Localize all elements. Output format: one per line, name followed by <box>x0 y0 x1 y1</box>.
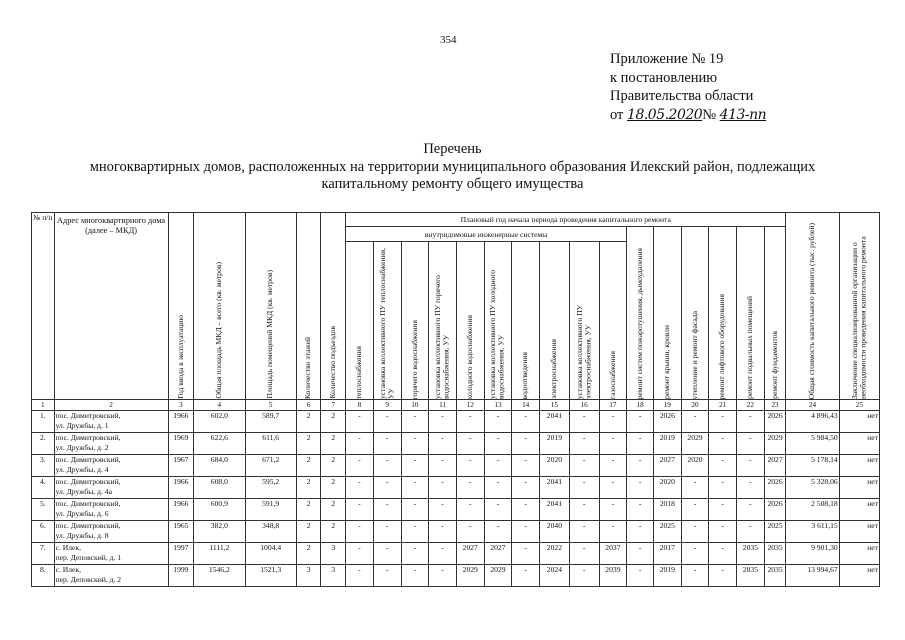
cell-entrances: 3 <box>321 543 346 565</box>
header-row-1 <box>32 213 880 227</box>
cell-roof: 2020 <box>653 477 681 499</box>
table-row <box>32 499 880 521</box>
cell-sewer: - <box>512 477 540 499</box>
cell-roof: 2027 <box>653 455 681 477</box>
cell-roof: 2019 <box>653 433 681 455</box>
cell-area-rooms: 591,9 <box>245 499 296 521</box>
cell-elevator: - <box>709 411 737 433</box>
header-plan-year: Плановый год начала периода проведения капитального ремонта <box>346 213 786 227</box>
cell-heat-meter: - <box>373 521 401 543</box>
table-row <box>32 521 880 543</box>
cell-address <box>54 477 168 499</box>
cell-area-rooms: 589,7 <box>245 411 296 433</box>
appendix-line-3: Правительства области <box>610 88 754 104</box>
cell-power: 2041 <box>540 477 570 499</box>
cell-hotwater-meter: - <box>429 477 457 499</box>
cell-hotwater-meter: - <box>429 521 457 543</box>
cell-coldwater-meter: - <box>484 499 512 521</box>
cell-hotwater-meter: - <box>429 433 457 455</box>
cell-cost: 4 896,43 <box>786 411 839 433</box>
cell-hotwater-meter: - <box>429 455 457 477</box>
cell-hotwater: - <box>401 433 429 455</box>
cell-floors: 2 <box>296 433 321 455</box>
document-title: Перечень <box>423 141 482 157</box>
cell-area-total: 608,0 <box>194 477 245 499</box>
cell-sewer: - <box>512 411 540 433</box>
cell-gas: - <box>599 455 627 477</box>
cell-coldwater-meter: - <box>484 411 512 433</box>
header-area-total: Общая площадь МКД – всего (кв. метров) <box>194 213 245 400</box>
cell-conclusion: нет <box>839 455 879 477</box>
cell-floors: 2 <box>296 499 321 521</box>
header-gas: газоснабжения <box>599 242 627 400</box>
address-line-1: пос. Димитровский, <box>55 411 121 420</box>
cell-power: 2019 <box>540 433 570 455</box>
header-foundation: ремонт фундаментов <box>764 227 786 400</box>
address-line-1: с. Илек, <box>55 565 81 574</box>
cell-elevator: - <box>709 477 737 499</box>
cell-roof: 2017 <box>653 543 681 565</box>
cell-area-total: 1111,2 <box>194 543 245 565</box>
cell-heat-meter: - <box>373 499 401 521</box>
address-line-2: ул. Дружбы, д. 4а <box>55 486 112 496</box>
cell-year: 1965 <box>168 521 194 543</box>
column-number: 23 <box>764 400 786 411</box>
appendix-block <box>610 50 766 124</box>
column-number: 13 <box>484 400 512 411</box>
cell-floors: 2 <box>296 521 321 543</box>
header-internal-systems: внутридомовые инженерные системы <box>346 227 627 242</box>
cell-foundation: 2026 <box>764 477 786 499</box>
cell-coldwater-meter: - <box>484 455 512 477</box>
cell-sewer: - <box>512 499 540 521</box>
cell-heat-meter: - <box>373 455 401 477</box>
cell-coldwater-meter: 2029 <box>484 565 512 587</box>
cell-facade: - <box>681 543 709 565</box>
address-line-2: ул. Дружбы, д. 8 <box>55 530 109 540</box>
cell-heat-meter: - <box>373 565 401 587</box>
address-line-2: пер. Деповский, д. 1 <box>55 552 122 562</box>
column-number: 9 <box>373 400 401 411</box>
cell-hotwater: - <box>401 499 429 521</box>
cell-conclusion: нет <box>839 433 879 455</box>
cell-gas: - <box>599 433 627 455</box>
cell-num: 7. <box>32 543 55 565</box>
cell-entrances: 2 <box>321 499 346 521</box>
cell-area-rooms: 1521,3 <box>245 565 296 587</box>
table-row <box>32 477 880 499</box>
cell-facade: - <box>681 521 709 543</box>
cell-elevator: - <box>709 565 737 587</box>
appendix-line-1: Приложение № 19 <box>610 51 724 67</box>
column-number: 12 <box>456 400 484 411</box>
cell-hotwater-meter: - <box>429 543 457 565</box>
address-line-2: пер. Деповский, д. 2 <box>55 574 122 584</box>
table-row <box>32 433 880 455</box>
column-number-row <box>32 400 880 411</box>
header-coldwater-meter: установка коллективного ПУ холодного водоснабжения, УУ <box>484 242 512 400</box>
cell-fire: - <box>627 455 654 477</box>
cell-heat: - <box>346 543 374 565</box>
table-row <box>32 543 880 565</box>
address-line-2: ул. Дружбы, д. 2 <box>55 442 109 452</box>
header-heat-meter: установка коллективного ПУ теплоснабжения, УУ <box>373 242 401 400</box>
cell-year: 1997 <box>168 543 194 565</box>
cell-conclusion: нет <box>839 521 879 543</box>
cell-area-rooms: 1004,4 <box>245 543 296 565</box>
cell-facade: 2029 <box>681 433 709 455</box>
header-power: электроснабжения <box>540 242 570 400</box>
cell-coldwater-meter: - <box>484 433 512 455</box>
cell-hotwater: - <box>401 543 429 565</box>
cell-num: 4. <box>32 477 55 499</box>
cell-floors: 2 <box>296 411 321 433</box>
cell-gas: - <box>599 477 627 499</box>
cell-elevator: - <box>709 543 737 565</box>
cell-num: 1. <box>32 411 55 433</box>
table-row <box>32 411 880 433</box>
cell-elevator: - <box>709 499 737 521</box>
cell-hotwater: - <box>401 565 429 587</box>
cell-hotwater: - <box>401 411 429 433</box>
table-row <box>32 455 880 477</box>
column-number: 24 <box>786 400 839 411</box>
document-subtitle-line-1: многоквартирных домов, расположенных на территории муниципального образования Илекский район, подлежащих <box>89 159 816 175</box>
cell-address <box>54 411 168 433</box>
column-number: 25 <box>839 400 879 411</box>
cell-basement: - <box>737 521 765 543</box>
cell-year: 1966 <box>168 499 194 521</box>
column-number: 3 <box>168 400 194 411</box>
cell-power: 2040 <box>540 521 570 543</box>
header-cost: Общая стоимость капитального ремонта (тыс. рублей) <box>786 213 839 400</box>
column-number: 8 <box>346 400 374 411</box>
cell-fire: - <box>627 411 654 433</box>
cell-elevator: - <box>709 455 737 477</box>
cell-facade: - <box>681 477 709 499</box>
cell-power-meter: - <box>569 477 599 499</box>
cell-sewer: - <box>512 565 540 587</box>
cell-address <box>54 565 168 587</box>
cell-roof: 2025 <box>653 521 681 543</box>
cell-hotwater: - <box>401 477 429 499</box>
cell-coldwater-meter: - <box>484 521 512 543</box>
cell-elevator: - <box>709 521 737 543</box>
cell-gas: 2039 <box>599 565 627 587</box>
handwritten-number: 413-пп <box>719 106 767 123</box>
cell-heat-meter: - <box>373 411 401 433</box>
cell-facade: - <box>681 499 709 521</box>
cell-address <box>54 433 168 455</box>
cell-gas: - <box>599 499 627 521</box>
cell-heat: - <box>346 455 374 477</box>
cell-coldwater: 2027 <box>456 543 484 565</box>
cell-fire: - <box>627 499 654 521</box>
table-row <box>32 565 880 587</box>
cell-area-rooms: 671,2 <box>245 455 296 477</box>
cell-entrances: 2 <box>321 521 346 543</box>
cell-power-meter: - <box>569 455 599 477</box>
cell-fire: - <box>627 477 654 499</box>
cell-power: 2041 <box>540 411 570 433</box>
cell-floors: 2 <box>296 543 321 565</box>
cell-area-total: 684,0 <box>194 455 245 477</box>
column-number: 17 <box>599 400 627 411</box>
column-number: 1 <box>32 400 55 411</box>
cell-power: 2020 <box>540 455 570 477</box>
header-area-rooms: Площадь помещений МКД (кв. метров) <box>245 213 296 400</box>
cell-year: 1967 <box>168 455 194 477</box>
cell-fire: - <box>627 543 654 565</box>
appendix-line-4 <box>610 106 766 125</box>
cell-roof: 2026 <box>653 411 681 433</box>
cell-hotwater-meter: - <box>429 499 457 521</box>
cell-basement: 2035 <box>737 565 765 587</box>
cell-conclusion: нет <box>839 477 879 499</box>
column-number: 16 <box>569 400 599 411</box>
cell-power-meter: - <box>569 433 599 455</box>
cell-cost: 5 984,50 <box>786 433 839 455</box>
cell-area-total: 600,9 <box>194 499 245 521</box>
cell-entrances: 2 <box>321 477 346 499</box>
page-number: 354 <box>440 34 457 46</box>
cell-conclusion: нет <box>839 411 879 433</box>
appendix-line-2: к постановлению <box>610 69 718 86</box>
header-elevator: ремонт лифтового оборудования <box>709 227 737 400</box>
address-line-1: с. Илек, <box>55 543 81 552</box>
cell-entrances: 2 <box>321 455 346 477</box>
cell-heat: - <box>346 433 374 455</box>
cell-heat: - <box>346 565 374 587</box>
cell-num: 3. <box>32 455 55 477</box>
cell-power: 2024 <box>540 565 570 587</box>
cell-conclusion: нет <box>839 499 879 521</box>
header-coldwater: холодного водоснабжения <box>456 242 484 400</box>
cell-coldwater: - <box>456 433 484 455</box>
header-floors: Количество этажей <box>296 213 321 400</box>
cell-area-rooms: 611,6 <box>245 433 296 455</box>
cell-power-meter: - <box>569 411 599 433</box>
header-roof: ремонт крыши, кровли <box>653 227 681 400</box>
cell-entrances: 3 <box>321 565 346 587</box>
address-line-1: пос. Димитровский, <box>55 455 121 464</box>
cell-power-meter: - <box>569 565 599 587</box>
header-year: Год ввода в эксплуатацию <box>168 213 194 400</box>
cell-foundation: 2025 <box>764 521 786 543</box>
cell-gas: - <box>599 521 627 543</box>
column-number: 14 <box>512 400 540 411</box>
cell-entrances: 2 <box>321 411 346 433</box>
cell-foundation: 2027 <box>764 455 786 477</box>
address-line-2: ул. Дружбы, д. 1 <box>55 420 109 430</box>
cell-power: 2041 <box>540 499 570 521</box>
column-number: 7 <box>321 400 346 411</box>
cell-num: 6. <box>32 521 55 543</box>
cell-address <box>54 543 168 565</box>
address-line-1: пос. Димитровский, <box>55 521 121 530</box>
cell-year: 1999 <box>168 565 194 587</box>
cell-cost: 2 508,18 <box>786 499 839 521</box>
column-number: 4 <box>194 400 245 411</box>
cell-basement: - <box>737 411 765 433</box>
cell-entrances: 2 <box>321 433 346 455</box>
cell-power: 2022 <box>540 543 570 565</box>
cell-hotwater-meter: - <box>429 411 457 433</box>
header-fire: ремонт систем пожаротушения, дымоудаления <box>627 227 654 400</box>
cell-roof: 2019 <box>653 565 681 587</box>
cell-area-total: 602,0 <box>194 411 245 433</box>
address-line-2: ул. Дружбы, д. 6 <box>55 508 109 518</box>
column-number: 20 <box>681 400 709 411</box>
cell-address <box>54 521 168 543</box>
cell-coldwater: - <box>456 521 484 543</box>
cell-fire: - <box>627 521 654 543</box>
column-number: 11 <box>429 400 457 411</box>
from-label: от <box>610 106 624 123</box>
cell-sewer: - <box>512 455 540 477</box>
cell-heat: - <box>346 499 374 521</box>
column-number: 2 <box>54 400 168 411</box>
cell-basement: - <box>737 477 765 499</box>
cell-address <box>54 499 168 521</box>
address-line-1: пос. Димитровский, <box>55 499 121 508</box>
cell-gas: - <box>599 411 627 433</box>
cell-elevator: - <box>709 433 737 455</box>
cell-heat-meter: - <box>373 543 401 565</box>
cell-foundation: 2026 <box>764 411 786 433</box>
cell-num: 8. <box>32 565 55 587</box>
cell-heat: - <box>346 521 374 543</box>
table-body <box>32 411 880 587</box>
cell-coldwater: - <box>456 499 484 521</box>
cell-heat-meter: - <box>373 477 401 499</box>
cell-fire: - <box>627 433 654 455</box>
cell-conclusion: нет <box>839 565 879 587</box>
cell-coldwater: - <box>456 455 484 477</box>
cell-cost: 9 901,30 <box>786 543 839 565</box>
cell-area-rooms: 348,8 <box>245 521 296 543</box>
cell-floors: 2 <box>296 477 321 499</box>
column-number: 5 <box>245 400 296 411</box>
cell-heat: - <box>346 477 374 499</box>
cell-coldwater: - <box>456 411 484 433</box>
cell-num: 2. <box>32 433 55 455</box>
cell-address <box>54 455 168 477</box>
handwritten-date: 18.05.2020 <box>627 106 703 123</box>
cell-foundation: 2035 <box>764 543 786 565</box>
cell-foundation: 2029 <box>764 433 786 455</box>
cell-power-meter: - <box>569 521 599 543</box>
column-number: 6 <box>296 400 321 411</box>
column-number: 19 <box>653 400 681 411</box>
cell-power-meter: - <box>569 543 599 565</box>
header-heat: теплоснабжения <box>346 242 374 400</box>
number-label: № <box>702 106 717 123</box>
cell-floors: 3 <box>296 565 321 587</box>
cell-heat: - <box>346 411 374 433</box>
cell-cost: 5 328,06 <box>786 477 839 499</box>
cell-coldwater: - <box>456 477 484 499</box>
header-address: Адрес многоквартирного дома (далее – МКД) <box>54 213 168 400</box>
column-number: 10 <box>401 400 429 411</box>
cell-hotwater-meter: - <box>429 565 457 587</box>
cell-foundation: 2035 <box>764 565 786 587</box>
cell-basement: - <box>737 433 765 455</box>
cell-heat-meter: - <box>373 433 401 455</box>
housing-table <box>31 212 880 587</box>
cell-facade: - <box>681 565 709 587</box>
cell-sewer: - <box>512 521 540 543</box>
cell-coldwater: 2029 <box>456 565 484 587</box>
header-basement: ремонт подвальных помещений <box>737 227 765 400</box>
cell-foundation: 2026 <box>764 499 786 521</box>
header-power-meter: установка коллективного ПУ электроснабжения, УУ <box>569 242 599 400</box>
header-entrances: Количество подъездов <box>321 213 346 400</box>
cell-area-total: 1546,2 <box>194 565 245 587</box>
cell-num: 5. <box>32 499 55 521</box>
column-number: 18 <box>627 400 654 411</box>
cell-sewer: - <box>512 433 540 455</box>
cell-facade: 2020 <box>681 455 709 477</box>
header-conclusion: Заключение специализированной организации о необходимости проведения капитального ремонта <box>839 213 879 400</box>
column-number: 15 <box>540 400 570 411</box>
cell-year: 1966 <box>168 411 194 433</box>
column-number: 21 <box>709 400 737 411</box>
header-facade: утепление и ремонт фасада <box>681 227 709 400</box>
cell-power-meter: - <box>569 499 599 521</box>
cell-area-rooms: 595,2 <box>245 477 296 499</box>
document-subtitle-line-2: капитальному ремонту общего имущества <box>321 176 584 192</box>
cell-basement: - <box>737 499 765 521</box>
cell-coldwater-meter: 2027 <box>484 543 512 565</box>
cell-basement: - <box>737 455 765 477</box>
cell-year: 1969 <box>168 433 194 455</box>
address-line-1: пос. Димитровский, <box>55 477 121 486</box>
cell-sewer: - <box>512 543 540 565</box>
header-hotwater: горячего водоснабжения <box>401 242 429 400</box>
cell-fire: - <box>627 565 654 587</box>
address-line-1: пос. Димитровский, <box>55 433 121 442</box>
header-num: № п/п <box>32 213 55 400</box>
cell-floors: 2 <box>296 455 321 477</box>
cell-cost: 3 611,15 <box>786 521 839 543</box>
cell-coldwater-meter: - <box>484 477 512 499</box>
cell-area-total: 622,6 <box>194 433 245 455</box>
cell-year: 1966 <box>168 477 194 499</box>
header-sewer: водоотведения <box>512 242 540 400</box>
cell-cost: 13 994,67 <box>786 565 839 587</box>
cell-cost: 5 178,14 <box>786 455 839 477</box>
cell-hotwater: - <box>401 455 429 477</box>
column-number: 22 <box>737 400 765 411</box>
cell-gas: 2037 <box>599 543 627 565</box>
cell-area-total: 382,0 <box>194 521 245 543</box>
cell-basement: 2035 <box>737 543 765 565</box>
cell-facade: - <box>681 411 709 433</box>
header-hotwater-meter: установка коллективного ПУ горячего водоснабжения, УУ <box>429 242 457 400</box>
address-line-2: ул. Дружбы, д. 4 <box>55 464 109 474</box>
cell-hotwater: - <box>401 521 429 543</box>
cell-conclusion: нет <box>839 543 879 565</box>
cell-roof: 2018 <box>653 499 681 521</box>
